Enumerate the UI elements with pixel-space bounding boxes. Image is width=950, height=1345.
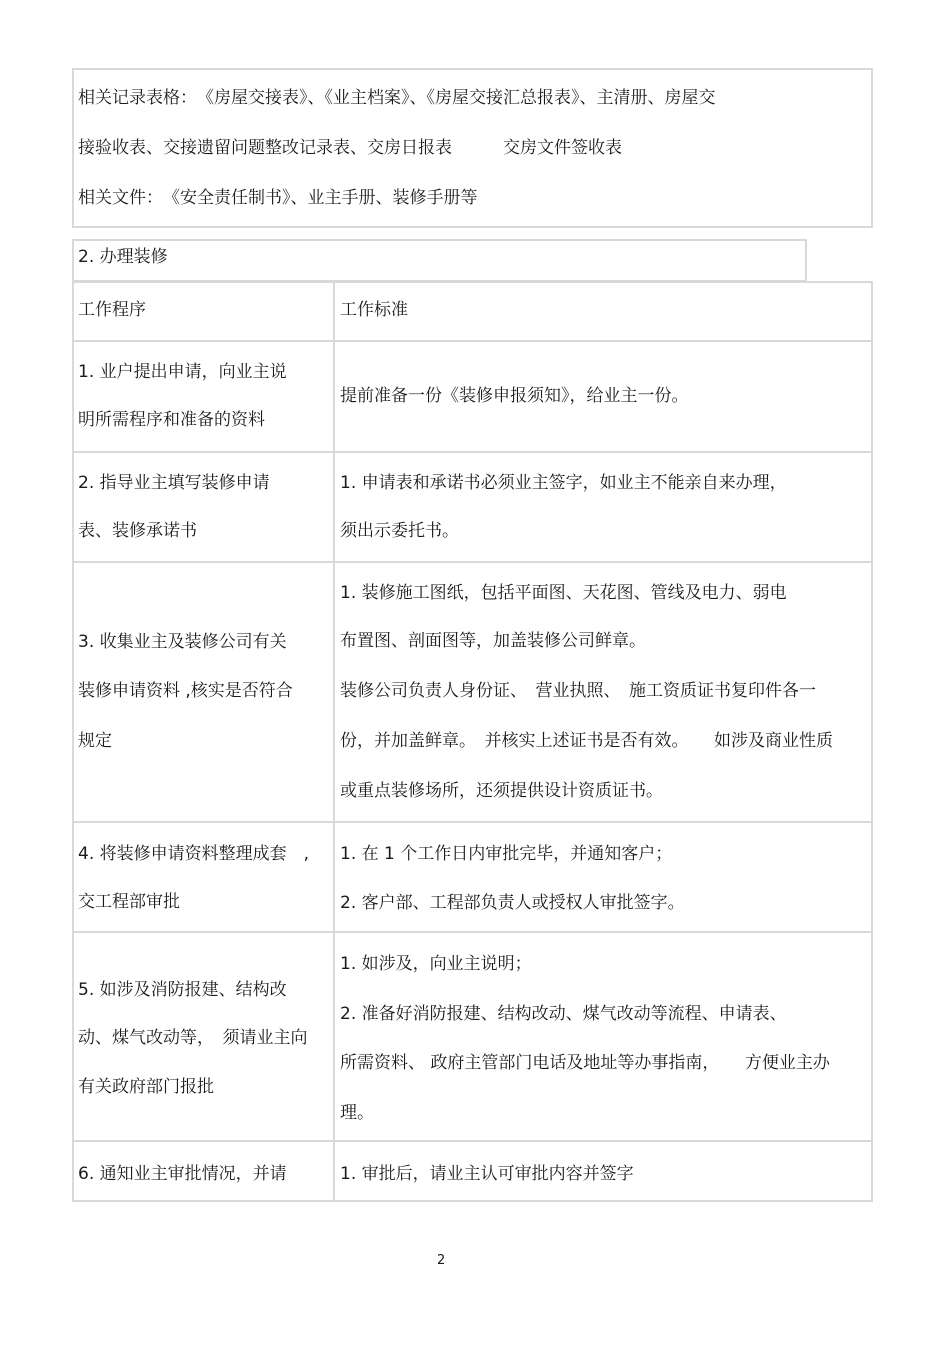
row-divider xyxy=(72,451,873,453)
row3-standard-line: 布置图、剖面图等，加盖装修公司鲜章。 xyxy=(340,631,646,651)
row1-standard-line: 提前准备一份《装修申报须知》，给业主一份。 xyxy=(340,386,689,406)
row1-procedure-line: 明所需程序和准备的资料 xyxy=(78,410,265,430)
row-divider xyxy=(72,1140,873,1142)
row3-procedure-line: 规定 xyxy=(78,731,112,751)
row1-procedure-line: 1. 业户提出申请，向业主说 xyxy=(78,362,287,382)
row3-procedure-line: 装修申请资料 ,核实是否符合 xyxy=(78,681,293,701)
row2-standard-line: 1. 申请表和承诺书必须业主签字，如业主不能亲自来办理， xyxy=(340,473,787,493)
row2-standard-line: 须出示委托书。 xyxy=(340,521,459,541)
row5-standard-line: 所需资料、 政府主管部门电话及地址等办事指南， 方便业主办 xyxy=(340,1053,830,1073)
row4-procedure-line: 4. 将装修申请资料整理成套 , xyxy=(78,844,310,864)
column-divider xyxy=(333,281,335,1202)
records-line-2: 接验收表、交接遗留问题整改记录表、交房日报表 交房文件签收表 xyxy=(78,138,622,158)
row3-procedure-line: 3. 收集业主及装修公司有关 xyxy=(78,632,287,652)
row5-standard-line: 1. 如涉及，向业主说明； xyxy=(340,954,532,974)
row3-standard-line: 1. 装修施工图纸，包括平面图、天花图、管线及电力、弱电 xyxy=(340,583,787,603)
row3-standard-line: 装修公司负责人身份证、 营业执照、 施工资质证书复印件各一 xyxy=(340,681,816,701)
row6-standard-line: 1. 审批后，请业主认可审批内容并签字 xyxy=(340,1164,634,1184)
row4-standard-line: 1. 在 1 个工作日内审批完毕，并通知客户； xyxy=(340,844,673,864)
row-divider xyxy=(72,340,873,342)
records-line-3: 相关文件： 《安全责任制书》、业主手册、装修手册等 xyxy=(78,188,478,208)
section-title-box xyxy=(72,239,807,282)
row5-procedure-line: 有关政府部门报批 xyxy=(78,1077,214,1097)
header-procedure: 工作程序 xyxy=(78,300,146,320)
row3-standard-line: 或重点装修场所，还须提供设计资质证书。 xyxy=(340,781,663,801)
row5-procedure-line: 5. 如涉及消防报建、结构改 xyxy=(78,980,287,1000)
header-standard: 工作标准 xyxy=(340,300,408,320)
row3-standard-line: 份，并加盖鲜章。 并核实上述证书是否有效。 如涉及商业性质 xyxy=(340,731,833,751)
records-line-1: 相关记录表格： 《房屋交接表》、《业主档案》、《房屋交接汇总报表》、主清册、房屋交 xyxy=(78,88,716,108)
row2-procedure-line: 表、装修承诺书 xyxy=(78,521,197,541)
row2-procedure-line: 2. 指导业主填写装修申请 xyxy=(78,473,270,493)
row-divider xyxy=(72,821,873,823)
row5-procedure-line: 动、煤气改动等， 须请业主向 xyxy=(78,1028,308,1048)
row4-standard-line: 2. 客户部、工程部负责人或授权人审批签字。 xyxy=(340,893,685,913)
row5-standard-line: 理。 xyxy=(340,1103,374,1123)
section-title: 2. 办理装修 xyxy=(78,247,168,267)
page-number: 2 xyxy=(437,1253,446,1268)
row5-standard-line: 2. 准备好消防报建、结构改动、煤气改动等流程、申请表、 xyxy=(340,1004,787,1024)
row4-procedure-line: 交工程部审批 xyxy=(78,892,180,912)
row-divider xyxy=(72,931,873,933)
row6-procedure-line: 6. 通知业主审批情况，并请 xyxy=(78,1164,287,1184)
row-divider xyxy=(72,561,873,563)
